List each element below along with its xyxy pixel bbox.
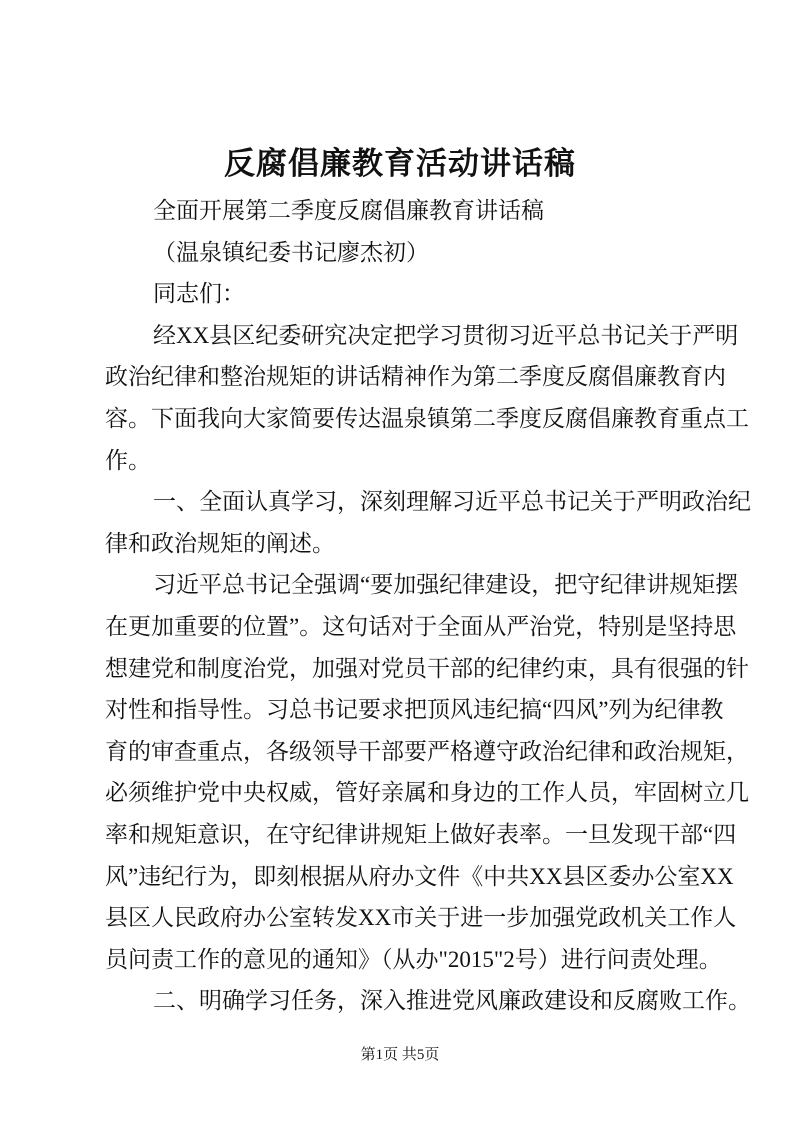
document-body: [105, 190, 751, 1022]
text-line: 在更加重要的位置”。这句话对于全面从严治党，特别是坚持思: [105, 613, 737, 639]
text-line: 员问责工作的意见的通知》（从办"2015"2号）进行问责处理。: [105, 946, 722, 972]
paragraph: [105, 980, 751, 1022]
text-line: 必须维护党中央权威，管好亲属和身边的工作人员，牢固树立几: [105, 780, 749, 806]
paragraph: [105, 273, 707, 315]
text-line: 一、全面认真学习，深刻理解习近平总书记关于严明政治纪: [153, 489, 751, 515]
text-line: 经XX县区纪委研究决定把学习贯彻习近平总书记关于严明: [153, 322, 739, 348]
text-line: 作。: [105, 447, 151, 473]
text-line: 容。下面我向大家简要传达温泉镇第二季度反腐倡廉教育重点工: [105, 405, 749, 431]
text-line: 律和政治规矩的阐述。: [105, 530, 335, 556]
text-line: 政治纪律和整治规矩的讲话精神作为第二季度反腐倡廉教育内: [105, 364, 726, 390]
text-line: 二、明确学习任务，深入推进党风廉政建设和反腐败工作。: [153, 988, 751, 1014]
paragraph: [105, 190, 707, 232]
page-number: 第1页 共5页: [360, 1047, 440, 1063]
text-line: 县区人民政府办公室转发XX市关于进一步加强党政机关工作人: [105, 905, 737, 931]
text-line: 同志们：: [153, 281, 245, 307]
text-line: 风”违纪行为，即刻根据从府办文件《中共XX县区委办公室XX: [105, 863, 734, 889]
document-title: 反腐倡廉教育活动讲话稿: [224, 146, 576, 181]
paragraph: [105, 315, 749, 481]
text-line: 全面开展第二季度反腐倡廉教育讲话稿: [153, 198, 544, 223]
paragraph: [105, 481, 751, 564]
text-line: 率和规矩意识，在守纪律讲规矩上做好表率。一旦发现干部“四: [105, 821, 737, 847]
paragraph: [105, 564, 749, 980]
paragraph: [105, 232, 707, 274]
text-line: 育的审查重点，各级领导干部要严格遵守政治纪律和政治规矩，: [105, 738, 749, 764]
text-line: 想建党和制度治党，加强对党员干部的纪律约束，具有很强的针: [105, 655, 749, 681]
text-line: 对性和指导性。习总书记要求把顶风违纪搞“四风”列为纪律教: [105, 697, 724, 723]
text-line: （温泉镇纪委书记廖杰初）: [153, 239, 429, 265]
text-line: 习近平总书记全强调“要加强纪律建设，把守纪律讲规矩摆: [153, 572, 739, 598]
